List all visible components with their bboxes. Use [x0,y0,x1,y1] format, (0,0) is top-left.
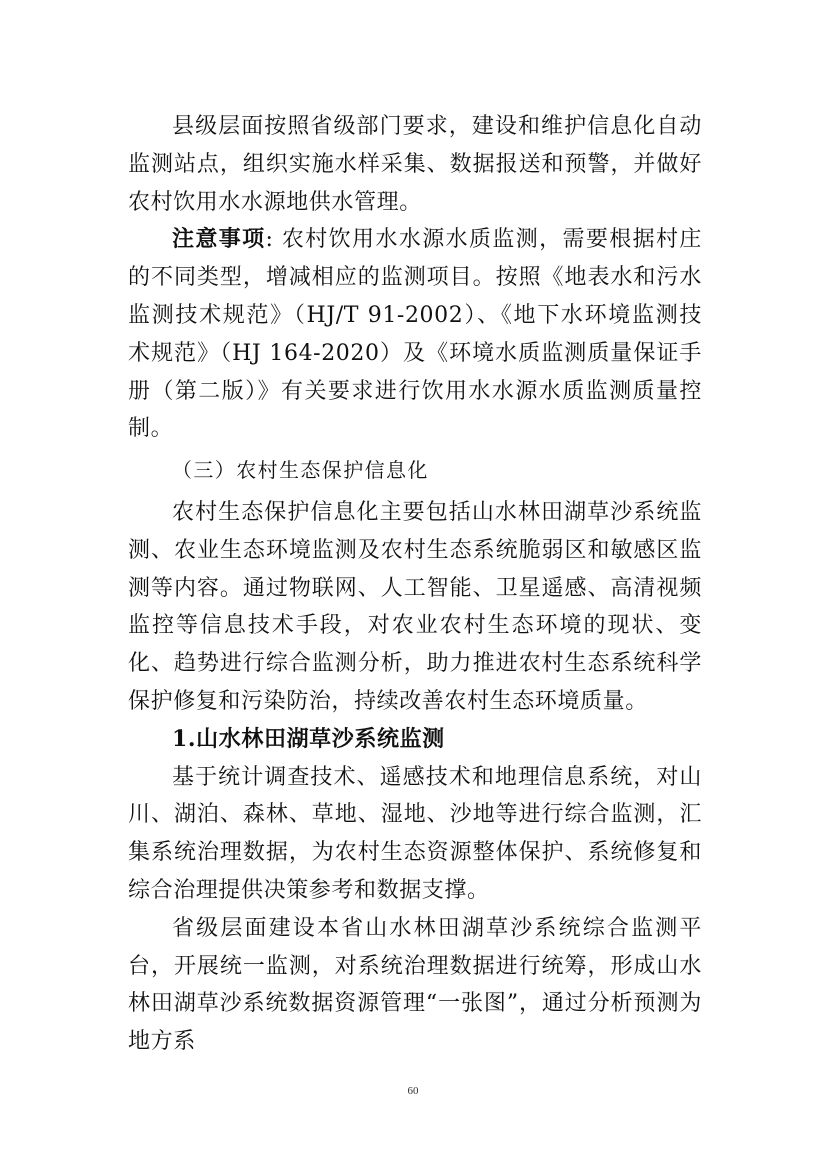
paragraph-eco-protection: 农村生态保护信息化主要包括山水林田湖草沙系统监测、农业生态环境监测及农村生态系统脆弱区和敏感区监测等内容。通过物联网、人工智能、卫星遥感、高清视频监控等信息技术手段，对农业农村生态环境的现状、变化、趋势进行综合监测分析，助力推进农村生态系统科学保护修复和污染防治，持续改善农村生态环境质量。 [128,499,702,714]
paragraph-notes [128,221,702,448]
sub-heading: 1.山水林田湖草沙系统监测 [172,725,445,752]
paragraph-monitoring-basis: 基于统计调查技术、遥感技术和地理信息系统，对山川、湖泊、森林、草地、湿地、沙地等进行综合监测，汇集系统治理数据，为农村生态资源整体保护、系统修复和综合治理提供决策参考和数据支撑。 [128,764,702,903]
notes-lead: 注意事项 [172,226,266,253]
section-heading: （三）农村生态保护信息化 [172,458,429,483]
paragraph-provincial-platform: 省级层面建设本省山水林田湖草沙系统综合监测平台，开展统一监测，对系统治理数据进行统筹，形成山水林田湖草沙系统数据资源管理“一张图”，通过分析预测为地方系 [128,915,702,1055]
paragraph-county-level: 县级层面按照省级部门要求，建设和维护信息化自动监测站点，组织实施水样采集、数据报送和预警，并做好农村饮用水水源地供水管理。 [128,114,702,215]
page-number: 60 [407,1085,419,1097]
notes-body: : 农村饮用水水源水质监测，需要根据村庄的不同类型，增减相应的监测项目。按照《地表水和污水监测技术规范》（HJ/T 91-2002）、《地下水环境监测技术规范》（HJ 164-2020）及《环境水质监测质量保证手册（第二版）》有关要求进行饮用水水源水质监测质量控制。 [128,227,702,442]
body-text [128,108,702,1061]
